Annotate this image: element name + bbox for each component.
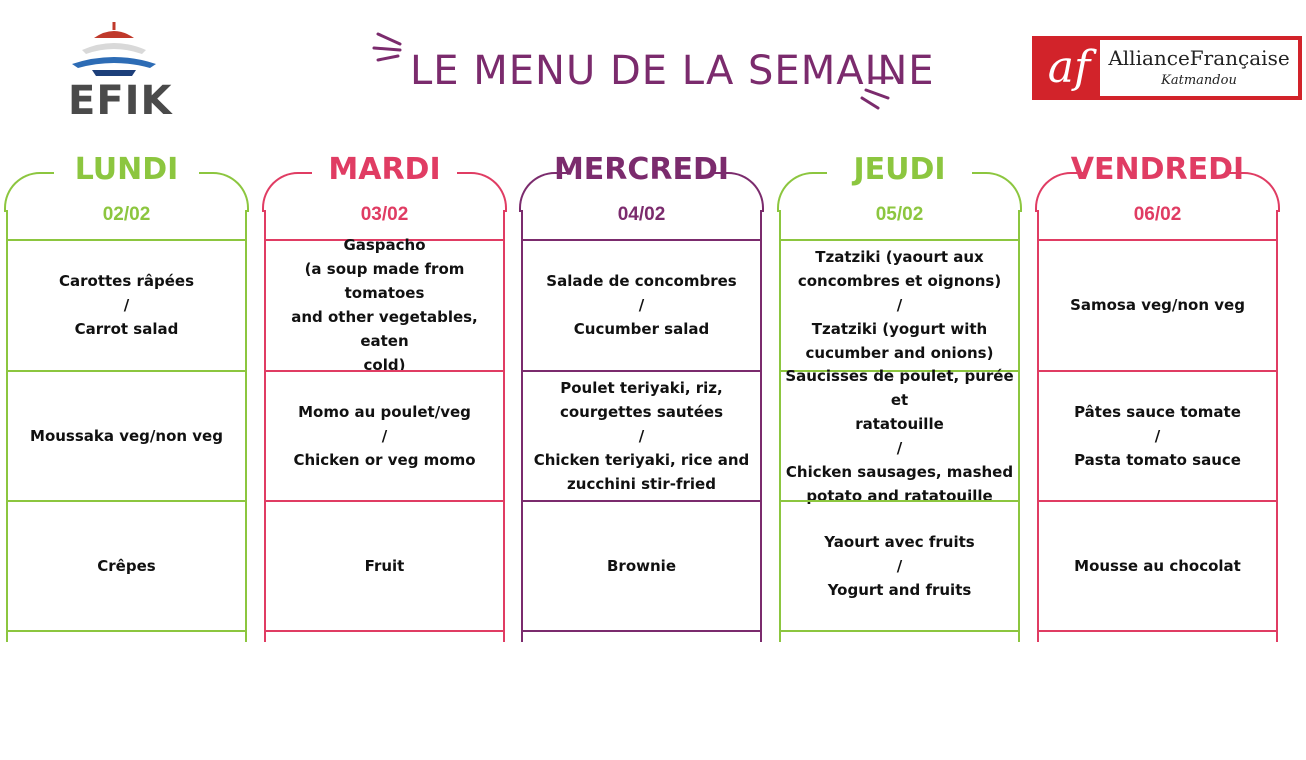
meal-line: Pasta tomato sauce (1074, 451, 1241, 469)
meal-line: cucumber and onions) (805, 344, 994, 362)
day-column (779, 152, 1020, 642)
meal-line: Cucumber salad (573, 320, 710, 338)
efik-logo (58, 20, 173, 124)
af-logo-name: AllianceFrançaise (1108, 46, 1290, 70)
meal-line: Tzatziki (yaourt aux (815, 248, 984, 266)
day-date: 02/02 (102, 204, 151, 225)
day-name: VENDREDI (1070, 152, 1245, 187)
meal-line: zucchini stir-fried (567, 475, 716, 493)
meal-line: Yaourt avec fruits (824, 533, 975, 551)
day-name: MARDI (328, 152, 441, 187)
meal-cell (521, 239, 762, 369)
alliance-francaise-logo (1032, 36, 1302, 100)
meal-line: / (638, 296, 645, 314)
meal-line: Brownie (607, 557, 676, 575)
meal-cell (264, 370, 505, 500)
meal-cell (6, 370, 247, 500)
meal-cell (521, 500, 762, 630)
day-column (1037, 152, 1278, 642)
meal-line: Momo au poulet/veg (298, 403, 471, 421)
meal-cell (1037, 370, 1278, 500)
day-column (6, 152, 247, 642)
meal-line: concombres et oignons) (797, 272, 1002, 290)
meal-line: / (896, 557, 903, 575)
meal-line: Gaspacho (343, 236, 426, 254)
meal-line: / (381, 427, 388, 445)
day-date: 03/02 (360, 204, 409, 225)
meal-cell-empty (779, 630, 1020, 760)
meal-line: / (896, 439, 903, 457)
meal-line: Carottes râpées (58, 272, 195, 290)
meal-line: / (896, 296, 903, 314)
meal-line: potato and ratatouille (806, 487, 993, 505)
meal-line: Yogurt and fruits (827, 581, 972, 599)
meal-line: Chicken sausages, mashed (785, 463, 1014, 481)
meal-cell (1037, 239, 1278, 369)
day-column (264, 152, 505, 642)
af-logo-box (1100, 40, 1298, 96)
meal-line: / (1154, 427, 1161, 445)
meal-cell (1037, 500, 1278, 630)
day-name: LUNDI (74, 152, 179, 187)
meal-cell-empty (521, 630, 762, 760)
meal-line: ratatouille (855, 415, 944, 433)
day-name: MERCREDI (553, 152, 730, 187)
meal-cell (779, 367, 1020, 505)
meal-line: Chicken teriyaki, rice and (533, 451, 750, 469)
meal-cell (264, 500, 505, 630)
meal-line: courgettes sautées (559, 403, 724, 421)
title-block (370, 28, 935, 118)
meal-line: and other vegetables, eaten (291, 308, 478, 350)
day-date: 05/02 (875, 204, 924, 225)
pagoda-icon (58, 20, 170, 80)
meal-line: Pâtes sauce tomate (1074, 403, 1241, 421)
meal-line: Carrot salad (74, 320, 179, 338)
meal-cell-empty (1037, 630, 1278, 760)
meal-line: Chicken or veg momo (293, 451, 476, 469)
day-date: 06/02 (1133, 204, 1182, 225)
meal-line: Salade de concombres (546, 272, 737, 290)
meal-cell-empty (6, 630, 247, 760)
meal-line: / (123, 296, 130, 314)
meal-line: Saucisses de poulet, purée et (785, 367, 1014, 409)
meal-line: Poulet teriyaki, riz, (560, 379, 723, 397)
day-name: JEUDI (853, 152, 946, 187)
meal-line: cold) (363, 356, 406, 374)
efik-logo-text: EFIK (68, 78, 173, 124)
meal-line: Samosa veg/non veg (1070, 296, 1245, 314)
meal-cell (6, 500, 247, 630)
meal-cell (264, 236, 505, 374)
day-date: 04/02 (617, 204, 666, 225)
meal-cell (779, 500, 1020, 630)
af-logo-city: Katmandou (1161, 73, 1237, 88)
meal-line: Moussaka veg/non veg (30, 427, 223, 445)
page-title: LE MENU DE LA SEMAINE (410, 48, 935, 94)
meal-line: Crêpes (97, 557, 156, 575)
meal-cell (521, 370, 762, 500)
meal-cell-empty (264, 630, 505, 760)
meal-line: (a soup made from tomatoes (304, 260, 465, 302)
meal-cell (6, 239, 247, 369)
meal-line: Mousse au chocolat (1074, 557, 1241, 575)
meal-line: Tzatziki (yogurt with (811, 320, 988, 338)
meal-line: / (638, 427, 645, 445)
meal-cell (779, 239, 1020, 369)
af-logo-mark: af (1047, 42, 1091, 93)
day-column (521, 152, 762, 642)
meal-line: Fruit (364, 557, 405, 575)
